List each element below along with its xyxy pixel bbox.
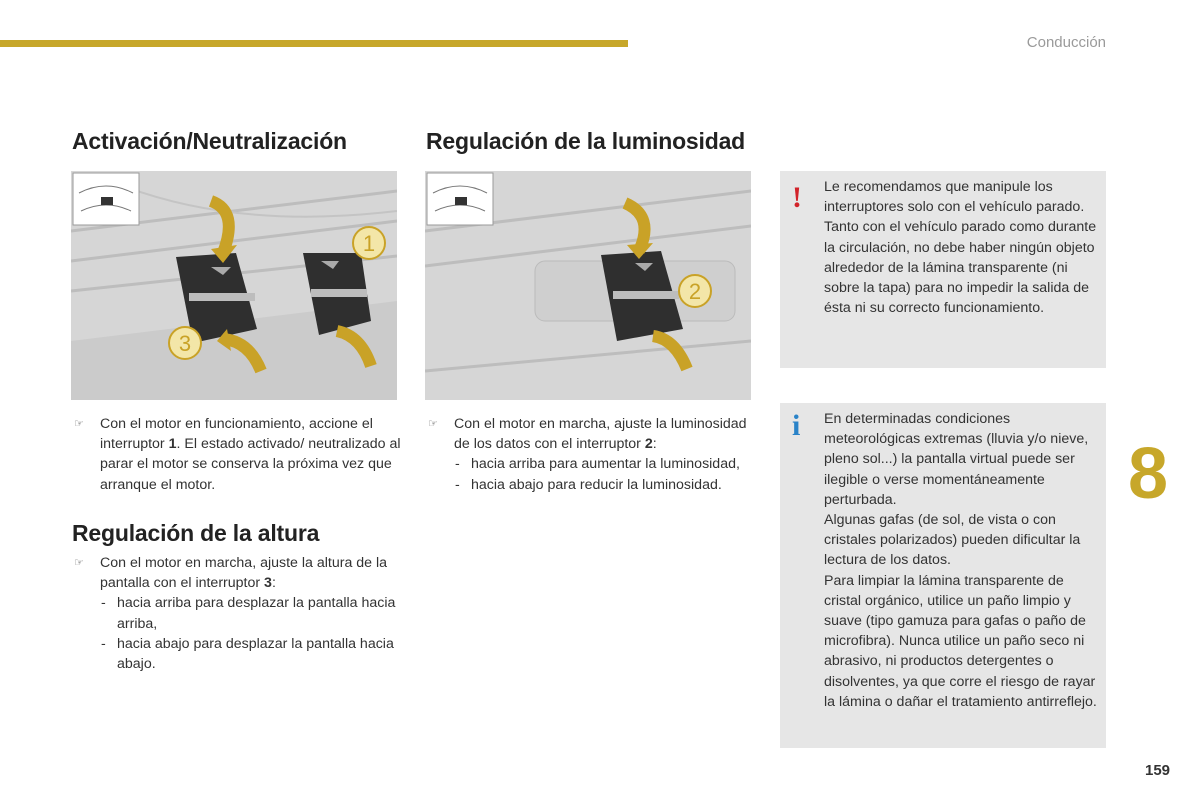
- info-paragraph: Algunas gafas (de sol, de vista o con cristales polarizados) pueden dificultar la lectura de los datos.: [824, 512, 1081, 569]
- list-item: - hacia arriba para desplazar la pantalla hacia arriba,: [101, 595, 396, 632]
- figure-activation-switches: [71, 171, 397, 400]
- info-icon: i: [792, 409, 801, 442]
- list-item: - hacia arriba para aumentar la luminosidad,: [455, 456, 740, 473]
- list-item: - hacia abajo para desplazar la pantalla hacia abajo.: [101, 635, 394, 673]
- height-instruction: [72, 553, 402, 674]
- svg-text:1: 1: [362, 231, 376, 256]
- list-item: ☞ Con el motor en marcha, ajuste la altura de la pantalla con el interruptor 3:: [74, 555, 388, 592]
- warning-icon: !: [792, 181, 802, 214]
- brightness-instruction: [426, 414, 756, 495]
- list-item: ☞ Con el motor en funcionamiento, accione el interruptor 1. El estado activado/ neutralizado al parar el motor se conserva la próxima vez que arranque el motor.: [74, 416, 401, 493]
- chapter-number: 8: [1128, 434, 1169, 514]
- info-paragraph: Para limpiar la lámina transparente de cristal orgánico, utilice un paño limpio y suave (tipo gamuza para gafas o paño de microfibra). Nunca utilice un paño seco ni abrasivo, ni productos detergentes o disolventes, ya que corre el riesgo de rayar la lámina o dañar el tratamiento antirreflejo.: [824, 572, 1097, 710]
- page-number: 159: [1145, 762, 1171, 779]
- section-title-height: Regulación de la altura: [72, 520, 320, 546]
- figure-brightness-switch: [425, 171, 751, 400]
- activation-instruction: [72, 414, 402, 495]
- list-item: - hacia abajo para reducir la luminosidad.: [455, 476, 722, 493]
- svg-text:2: 2: [688, 279, 702, 304]
- warning-box: [780, 171, 1106, 368]
- info-box: [780, 403, 1106, 748]
- info-paragraph: En determinadas condiciones meteorológicas extremas (lluvia y/o nieve, pleno sol...) la pantalla virtual puede ser ilegible o verse momentáneamente perturbada.: [824, 411, 1089, 508]
- section-title-activation: Activación/Neutralización: [72, 128, 347, 154]
- svg-text:3: 3: [178, 331, 192, 356]
- pointer-hand-icon: ☞: [428, 418, 438, 430]
- pointer-hand-icon: ☞: [74, 418, 84, 430]
- pointer-hand-icon: ☞: [74, 557, 84, 569]
- chapter-title: Conducción: [1026, 34, 1106, 51]
- section-title-brightness: Regulación de la luminosidad: [426, 128, 746, 154]
- car-dashboard-thumbnail-icon: [427, 173, 493, 225]
- warning-paragraph: Tanto con el vehículo parado como durante la circulación, no debe haber ningún objeto alrededor de la lámina transparente (ni sobre la tapa) para no impedir la salida de ésta ni su correcto funcionamiento.: [824, 219, 1097, 317]
- header-accent-bar: [0, 40, 628, 47]
- warning-paragraph: Le recomendamos que manipule los interruptores solo con el vehículo parado.: [824, 179, 1085, 216]
- list-item: ☞ Con el motor en marcha, ajuste la luminosidad de los datos con el interruptor 2:: [428, 416, 747, 453]
- car-dashboard-thumbnail-icon: [73, 173, 139, 225]
